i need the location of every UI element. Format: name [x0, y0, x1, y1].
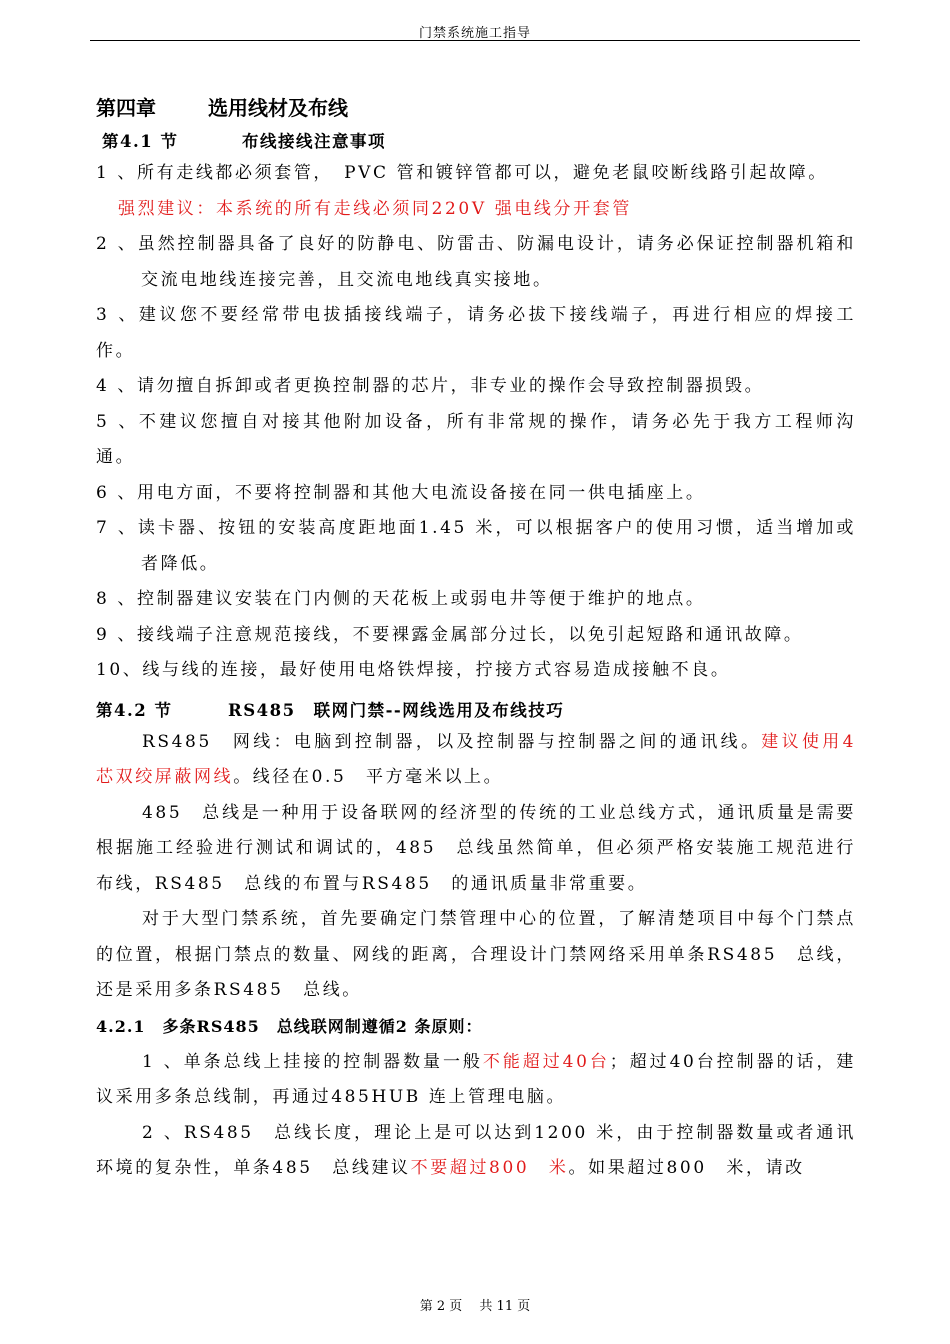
chapter-title: 选用线材及布线	[208, 96, 348, 120]
rule-text: 。如果超过800 米，请改	[568, 1158, 805, 1178]
paragraph-large-system: 对于大型门禁系统，首先要确定门禁管理中心的位置，了解清楚项目中每个门禁点的位置，根据门禁点的数量、网线的距离，合理设计门禁网络采用单条RS485 总线，还是采用多条RS485 总线。	[96, 909, 856, 1000]
list-item-3: 3 、建议您不要经常带电拔插接线端子，请务必拔下接线端子，再进行相应的焊接工作。	[96, 305, 856, 361]
rule-text: 1 、单条总线上挂接的控制器数量一般	[142, 1051, 483, 1072]
subsection-heading-4-2-1: 4.2.1 多条RS485 总线联网制遵循2 条原则：	[96, 1016, 483, 1036]
list-item-1: 1 、所有走线都必须套管， PVC 管和镀锌管都可以，避免老鼠咬断线路引起故障。	[96, 163, 828, 183]
section-title: 布线接线注意事项	[242, 132, 386, 151]
page-footer: 第 2 页 共 11 页	[419, 1299, 531, 1314]
header-rule	[90, 40, 860, 41]
list-item-5: 5 、不建议您擅自对接其他附加设备，所有非常规的操作，请务必先于我方工程师沟通。	[96, 411, 856, 467]
page-header: 门禁系统施工指导	[418, 26, 531, 41]
rule-text: ；超过40台控制器的话，建议采用多条总线制，再通过485HUB 连上管理电脑。	[96, 1051, 856, 1107]
list-item-8: 8 、控制器建议安装在门内侧的天花板上或弱电井等便于维护的地点。	[96, 589, 706, 609]
list-item-7: 7 、读卡器、按钮的安装高度距地面1.45 米，可以根据客户的使用习惯，适当增加或者降低。	[96, 518, 856, 574]
warning-note: 强烈建议：本系统的所有走线必须同220V 强电线分开套管	[118, 198, 632, 219]
highlight-text: 建议使用4 芯双绞屏蔽网线	[96, 731, 856, 787]
section-heading-4-2	[96, 697, 856, 725]
list-item-6: 6 、用电方面，不要将控制器和其他大电流设备接在同一供电插座上。	[96, 482, 706, 503]
paragraph-rs485-cable	[96, 725, 856, 796]
section-title: RS485 联网门禁--网线选用及布线技巧	[228, 700, 565, 720]
chapter-number: 第四章	[96, 96, 156, 120]
list-item-2: 2 、虽然控制器具备了良好的防静电、防雷击、防漏电设计，请务必保证控制器机箱和交流电地线连接完善，且交流电地线真实接地。	[96, 234, 856, 290]
paragraph-text: 。线径在0.5 平方毫米以上。	[233, 767, 504, 787]
section-number: 第4.1 节	[102, 132, 179, 151]
paragraph-485-bus: 485 总线是一种用于设备联网的经济型的传统的工业总线方式，通讯质量是需要根据施工经验进行测试和调试的，485 总线虽然简单，但必须严格安装施工规范进行布线，RS485 总线的布置与RS485 的通讯质量非常重要。	[96, 802, 856, 894]
section-number: 第4.2 节	[96, 700, 173, 720]
paragraph-text: RS485 网线：电脑到控制器，以及控制器与控制器之间的通讯线。	[142, 731, 762, 752]
list-item-10: 10、线与线的连接，最好使用电烙铁焊接，拧接方式容易造成接触不良。	[96, 660, 731, 680]
rule-text: 2 、RS485 总线长度，理论上是可以达到1200 米，由于控制器数量或者通讯环境的复杂性，单条485 总线建议	[96, 1122, 856, 1178]
chapter-heading	[96, 92, 856, 124]
page-body	[96, 92, 856, 1187]
list-item-9: 9 、接线端子注意规范接线，不要裸露金属部分过长，以免引起短路和通讯故障。	[96, 624, 804, 645]
highlight-text: 不要超过800 米	[410, 1158, 569, 1178]
highlight-text: 不能超过40台	[482, 1051, 610, 1072]
rule-2	[96, 1116, 856, 1187]
section-heading-4-1	[102, 128, 856, 156]
list-item-4: 4 、请勿擅自拆卸或者更换控制器的芯片，非专业的操作会导致控制器损毁。	[96, 376, 765, 396]
rule-1	[96, 1045, 856, 1116]
